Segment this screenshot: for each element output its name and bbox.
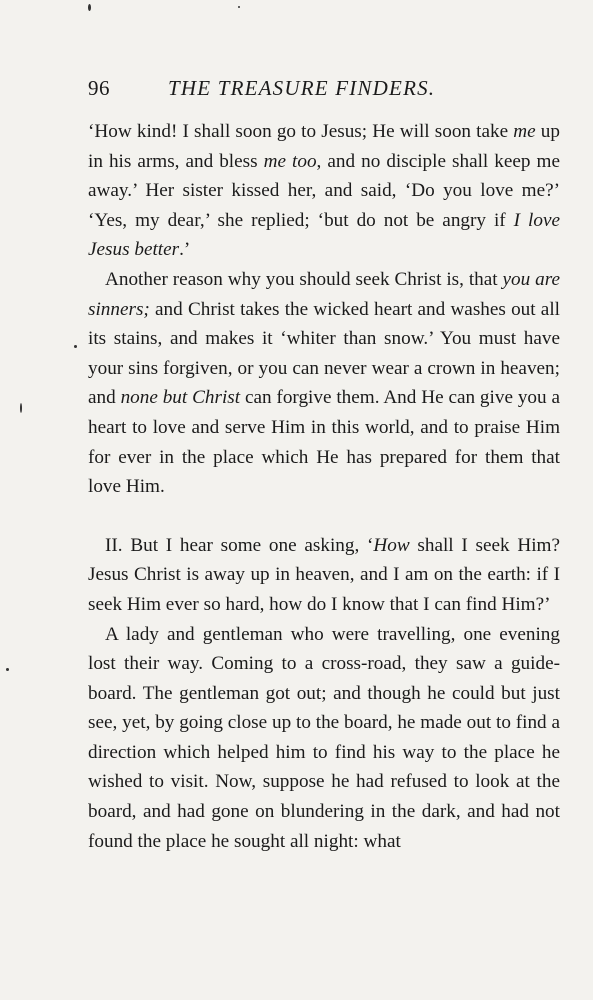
text-run: , and no disciple shall keep me away.’ Her sister kissed her, and said, ‘Do you love me?’ ‘Yes, my dear,’ she replied; ‘but do not be angry if <box>88 150 560 231</box>
text-run-italic: me too <box>263 150 317 172</box>
text-run: up in his arms, and bless <box>88 121 560 172</box>
text-run-italic: none but Christ <box>120 387 241 409</box>
paragraph-section-two <box>88 531 560 620</box>
text-run: II. But I hear some one asking, ‘ <box>105 534 374 556</box>
page-speck <box>238 6 240 8</box>
page-speck <box>88 4 91 11</box>
page-number: 96 <box>88 76 110 100</box>
text-run: A lady and gentleman who were travelling, one evening lost their way. Coming to a cross-road, they saw a guide-board. The gentleman got out; and though he could but just see, yet, by going close up to the board, he made out to find a direction which helped him to find his way to the place he wished to visit. Now, suppose he had refused to look at the board, and had gone on blundering in the dark, and had not found the place he sought all night: what <box>88 623 560 852</box>
paragraph <box>88 265 560 502</box>
text-run-italic: me <box>513 121 536 142</box>
text-run: Another reason why you should seek Christ is, that <box>105 268 503 290</box>
paragraph-continuation <box>88 117 560 265</box>
running-title: THE TREASURE FINDERS. <box>168 76 436 100</box>
page-header <box>88 76 488 104</box>
text-run-italic: How <box>373 534 410 556</box>
text-run: shall I seek Him? Jesus Christ is away up in heaven, and I am on the earth: if I seek Him ever so hard, how do I know that I can find Him?’ <box>88 534 560 615</box>
text-run-italic: I love Jesus better <box>88 209 560 261</box>
body-text <box>88 117 560 856</box>
page-speck <box>74 345 77 348</box>
paragraph <box>88 620 560 857</box>
text-run: ‘How kind! I shall soon go to Jesus; He will soon take <box>88 121 514 142</box>
text-run: .’ <box>179 239 191 261</box>
page-speck <box>20 403 22 413</box>
text-run-italic: you are sinners; <box>88 268 560 320</box>
text-run: and Christ takes the wicked heart and washes out all its stains, and makes it ‘whiter than snow.’ You must have your sins forgiven, or you can never wear a crown in heaven; and <box>88 298 560 409</box>
page-speck <box>6 668 9 671</box>
text-run: can forgive them. And He can give you a heart to love and serve Him in this world, and to praise Him for ever in the place which He has prepared for them that love Him. <box>88 387 560 498</box>
